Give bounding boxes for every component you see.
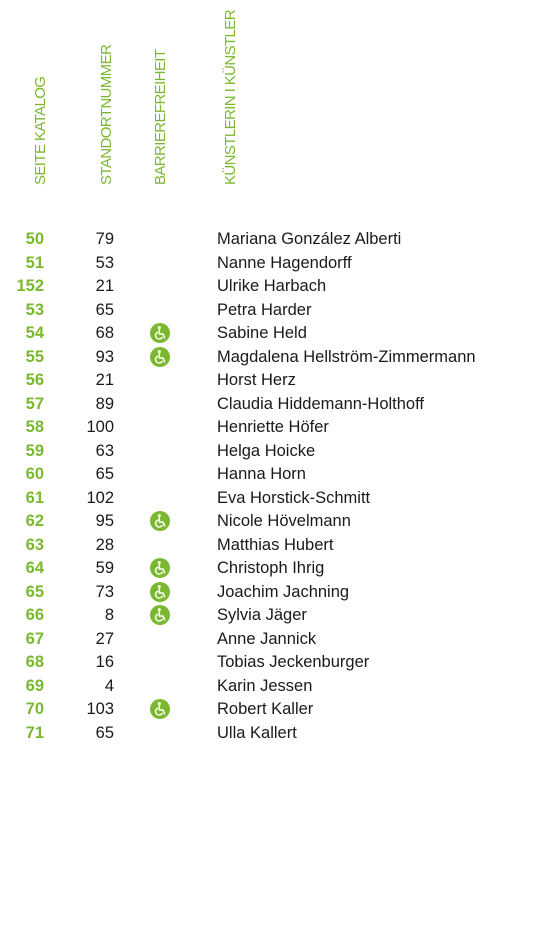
- accessibility-cell: [150, 441, 170, 461]
- header-page-catalog: [28, 0, 54, 200]
- catalog-page-number: 70: [25, 700, 44, 718]
- wheelchair-icon: [150, 699, 170, 719]
- list-item: [0, 604, 544, 628]
- wheelchair-icon: [150, 605, 170, 625]
- artist-name: Helga Hoicke: [217, 441, 316, 460]
- stand-number: 89: [95, 394, 114, 413]
- artist-name: Claudia Hiddemann-Holthoff: [217, 394, 424, 413]
- artist-name: Eva Horstick-Schmitt: [217, 488, 371, 507]
- accessibility-cell: [150, 347, 170, 367]
- list-item: [0, 393, 544, 417]
- list-item: [0, 252, 544, 276]
- artist-name: Christoph Ihrig: [217, 559, 325, 577]
- list-item: [0, 557, 544, 581]
- stand-number: 73: [95, 582, 114, 601]
- catalog-page-number: 61: [25, 488, 44, 507]
- header-accessibility-label: BARRIEREFREIHEIT: [152, 49, 169, 185]
- accessibility-cell: [150, 605, 170, 625]
- list-item: [0, 275, 544, 299]
- artist-name: Sabine Held: [217, 324, 307, 342]
- catalog-page-number: 50: [25, 230, 44, 248]
- artist-name: Petra Harder: [217, 300, 312, 319]
- header-artist: [218, 0, 244, 200]
- stand-number: 103: [86, 700, 114, 718]
- accessibility-cell: [150, 723, 170, 743]
- catalog-page-number: 53: [25, 300, 44, 319]
- list-item: [0, 534, 544, 558]
- artist-name: Hanna Horn: [217, 465, 306, 483]
- list-item: [0, 416, 544, 440]
- accessibility-cell: [150, 629, 170, 649]
- artist-name: Ulla Kallert: [217, 723, 297, 742]
- stand-number: 28: [95, 535, 114, 554]
- wheelchair-icon: [150, 323, 170, 343]
- stand-number: 100: [86, 418, 114, 436]
- stand-number: 53: [95, 253, 114, 272]
- list-item: [0, 628, 544, 652]
- header-accessibility: [148, 0, 174, 200]
- catalog-page-number: 67: [25, 629, 44, 648]
- catalog-page-number: 60: [25, 465, 44, 483]
- accessibility-cell: [150, 535, 170, 555]
- stand-number: 59: [95, 559, 114, 577]
- artist-name: Henriette Höfer: [217, 418, 329, 436]
- list-item: [0, 440, 544, 464]
- artist-name: Nanne Hagendorff: [217, 253, 352, 272]
- accessibility-cell: [150, 488, 170, 508]
- wheelchair-icon: [150, 558, 170, 578]
- catalog-page-number: 69: [25, 676, 44, 695]
- accessibility-cell: [150, 511, 170, 531]
- list-item: [0, 698, 544, 722]
- artist-name: Matthias Hubert: [217, 535, 334, 554]
- list-item: [0, 581, 544, 605]
- artist-name: Anne Jannick: [217, 629, 317, 648]
- list-item: [0, 299, 544, 323]
- list-item: [0, 369, 544, 393]
- artist-name: Tobias Jeckenburger: [217, 653, 370, 671]
- catalog-page-number: 51: [25, 253, 44, 272]
- header-page-catalog-label: SEITE KATALOG: [32, 76, 49, 185]
- catalog-page-number: 57: [25, 394, 44, 413]
- catalog-page-number: 152: [16, 277, 44, 295]
- stand-number: 65: [95, 723, 114, 742]
- catalog-page-number: 71: [25, 723, 44, 742]
- catalog-page-number: 66: [25, 606, 44, 624]
- header-stand-number-label: STANDORTNUMMER: [98, 44, 115, 185]
- catalog-page-number: 63: [25, 535, 44, 554]
- list-item: [0, 228, 544, 252]
- catalog-page-number: 55: [25, 347, 44, 366]
- stand-number: 21: [95, 277, 114, 295]
- catalog-page-number: 68: [25, 653, 44, 671]
- list-item: [0, 651, 544, 675]
- list-item: [0, 487, 544, 511]
- accessibility-cell: [150, 558, 170, 578]
- artist-name: Horst Herz: [217, 371, 296, 389]
- artist-name: Ulrike Harbach: [217, 277, 327, 295]
- artist-name: Sylvia Jäger: [217, 606, 307, 624]
- stand-number: 63: [95, 441, 114, 460]
- accessibility-cell: [150, 276, 170, 296]
- catalog-page-number: 54: [25, 324, 44, 342]
- stand-number: 93: [95, 347, 114, 366]
- list-item: [0, 463, 544, 487]
- stand-number: 4: [104, 676, 114, 695]
- list-item: [0, 675, 544, 699]
- accessibility-cell: [150, 652, 170, 672]
- artist-name: Karin Jessen: [217, 676, 313, 695]
- accessibility-cell: [150, 323, 170, 343]
- accessibility-cell: [150, 370, 170, 390]
- list-item: [0, 722, 544, 746]
- accessibility-cell: [150, 582, 170, 602]
- artist-name: Joachim Jachning: [217, 582, 350, 601]
- accessibility-cell: [150, 253, 170, 273]
- stand-number: 79: [95, 230, 114, 248]
- stand-number: 65: [95, 465, 114, 483]
- artist-name: Nicole Hövelmann: [217, 512, 351, 530]
- stand-number: 95: [95, 512, 114, 530]
- accessibility-cell: [150, 394, 170, 414]
- artist-name: Robert Kaller: [217, 700, 314, 718]
- catalog-page-number: 65: [25, 582, 44, 601]
- artist-name: Mariana González Alberti: [217, 230, 402, 248]
- artist-list: [0, 228, 544, 745]
- list-item: [0, 510, 544, 534]
- accessibility-cell: [150, 699, 170, 719]
- stand-number: 65: [95, 300, 114, 319]
- accessibility-cell: [150, 464, 170, 484]
- artist-name: Magdalena Hellström-Zimmermann: [217, 347, 476, 366]
- catalog-page-number: 59: [25, 441, 44, 460]
- stand-number: 16: [95, 653, 114, 671]
- list-item: [0, 322, 544, 346]
- accessibility-cell: [150, 300, 170, 320]
- wheelchair-icon: [150, 511, 170, 531]
- catalog-page-number: 56: [25, 371, 44, 389]
- catalog-page-number: 62: [25, 512, 44, 530]
- list-item: [0, 346, 544, 370]
- accessibility-cell: [150, 417, 170, 437]
- catalog-page-number: 64: [25, 559, 44, 577]
- accessibility-cell: [150, 229, 170, 249]
- stand-number: 21: [95, 371, 114, 389]
- wheelchair-icon: [150, 582, 170, 602]
- stand-number: 68: [95, 324, 114, 342]
- header-stand-number: [94, 0, 120, 200]
- stand-number: 102: [86, 488, 114, 507]
- accessibility-cell: [150, 676, 170, 696]
- header-artist-label: KÜNSTLERIN I KÜNSTLER: [222, 10, 239, 185]
- stand-number: 8: [104, 606, 114, 624]
- stand-number: 27: [95, 629, 114, 648]
- wheelchair-icon: [150, 347, 170, 367]
- catalog-page-number: 58: [25, 418, 44, 436]
